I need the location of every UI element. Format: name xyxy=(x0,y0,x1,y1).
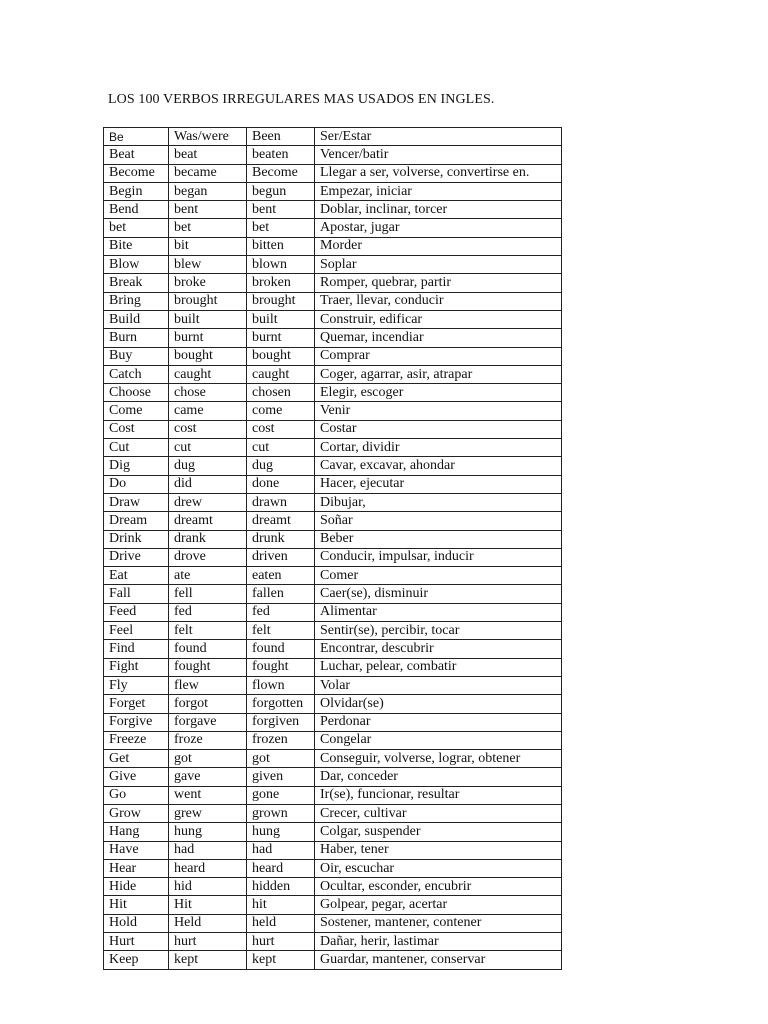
infinitive-cell: Forgive xyxy=(104,713,169,731)
past-cell: hung xyxy=(169,823,247,841)
infinitive-cell: Dream xyxy=(104,512,169,530)
participle-cell: found xyxy=(247,640,315,658)
participle-cell: drawn xyxy=(247,493,315,511)
translation-cell: Oir, escuchar xyxy=(315,859,562,877)
participle-cell: had xyxy=(247,841,315,859)
table-row xyxy=(104,292,562,310)
participle-cell: blown xyxy=(247,256,315,274)
infinitive-cell: Hear xyxy=(104,859,169,877)
table-row xyxy=(104,219,562,237)
irregular-verbs-table xyxy=(103,127,562,970)
translation-cell: Cortar, dividir xyxy=(315,439,562,457)
table-row xyxy=(104,878,562,896)
past-cell: forgave xyxy=(169,713,247,731)
participle-cell: dreamt xyxy=(247,512,315,530)
participle-cell: Become xyxy=(247,164,315,182)
translation-cell: Romper, quebrar, partir xyxy=(315,274,562,292)
translation-cell: Hacer, ejecutar xyxy=(315,475,562,493)
translation-cell: Golpear, pegar, acertar xyxy=(315,896,562,914)
participle-cell: broken xyxy=(247,274,315,292)
translation-cell: Apostar, jugar xyxy=(315,219,562,237)
table-row xyxy=(104,274,562,292)
participle-cell: fed xyxy=(247,603,315,621)
participle-cell: kept xyxy=(247,951,315,969)
translation-cell: Vencer/batir xyxy=(315,146,562,164)
participle-cell: forgotten xyxy=(247,695,315,713)
table-row xyxy=(104,182,562,200)
table-row xyxy=(104,365,562,383)
infinitive-cell: Begin xyxy=(104,182,169,200)
translation-cell: Quemar, incendiar xyxy=(315,329,562,347)
past-cell: hid xyxy=(169,878,247,896)
past-cell: fell xyxy=(169,585,247,603)
table-row xyxy=(104,786,562,804)
infinitive-cell: Find xyxy=(104,640,169,658)
translation-cell: Comer xyxy=(315,567,562,585)
past-cell: hurt xyxy=(169,933,247,951)
participle-cell: eaten xyxy=(247,567,315,585)
translation-cell: Construir, edificar xyxy=(315,310,562,328)
translation-cell: Colgar, suspender xyxy=(315,823,562,841)
infinitive-cell: Burn xyxy=(104,329,169,347)
infinitive-cell: Have xyxy=(104,841,169,859)
infinitive-cell: Drink xyxy=(104,530,169,548)
participle-cell: bitten xyxy=(247,237,315,255)
infinitive-cell: Forget xyxy=(104,695,169,713)
past-cell: heard xyxy=(169,859,247,877)
translation-cell: Guardar, mantener, conservar xyxy=(315,951,562,969)
past-cell: got xyxy=(169,750,247,768)
translation-cell: Traer, llevar, conducir xyxy=(315,292,562,310)
past-cell: grew xyxy=(169,804,247,822)
infinitive-cell: Blow xyxy=(104,256,169,274)
translation-cell: Dañar, herir, lastimar xyxy=(315,933,562,951)
past-cell: fought xyxy=(169,658,247,676)
participle-cell: caught xyxy=(247,365,315,383)
participle-cell: hurt xyxy=(247,933,315,951)
table-row xyxy=(104,768,562,786)
past-cell: began xyxy=(169,182,247,200)
past-cell: broke xyxy=(169,274,247,292)
infinitive-cell: Fly xyxy=(104,676,169,694)
infinitive-cell: Fall xyxy=(104,585,169,603)
participle-cell: hidden xyxy=(247,878,315,896)
participle-cell: heard xyxy=(247,859,315,877)
past-cell: ate xyxy=(169,567,247,585)
infinitive-cell: Keep xyxy=(104,951,169,969)
table-row xyxy=(104,548,562,566)
past-cell: dreamt xyxy=(169,512,247,530)
translation-cell: Cavar, excavar, ahondar xyxy=(315,457,562,475)
table-row xyxy=(104,951,562,969)
infinitive-cell: Feel xyxy=(104,622,169,640)
table-row xyxy=(104,695,562,713)
table-row xyxy=(104,256,562,274)
past-cell: drove xyxy=(169,548,247,566)
infinitive-cell: Feed xyxy=(104,603,169,621)
infinitive-cell: Break xyxy=(104,274,169,292)
translation-cell: Soplar xyxy=(315,256,562,274)
infinitive-cell: Buy xyxy=(104,347,169,365)
translation-cell: Crecer, cultivar xyxy=(315,804,562,822)
infinitive-cell: Cut xyxy=(104,439,169,457)
participle-cell: hung xyxy=(247,823,315,841)
table-row xyxy=(104,603,562,621)
table-row xyxy=(104,146,562,164)
past-cell: blew xyxy=(169,256,247,274)
infinitive-cell: Come xyxy=(104,402,169,420)
table-row xyxy=(104,658,562,676)
translation-cell: Venir xyxy=(315,402,562,420)
table-row xyxy=(104,384,562,402)
past-cell: froze xyxy=(169,731,247,749)
past-cell: Held xyxy=(169,914,247,932)
past-cell: became xyxy=(169,164,247,182)
participle-cell: grown xyxy=(247,804,315,822)
table-row xyxy=(104,713,562,731)
infinitive-cell: Build xyxy=(104,310,169,328)
participle-cell: burnt xyxy=(247,329,315,347)
translation-cell: Olvidar(se) xyxy=(315,695,562,713)
past-cell: bent xyxy=(169,201,247,219)
infinitive-cell: Bring xyxy=(104,292,169,310)
table-row xyxy=(104,914,562,932)
infinitive-cell: Grow xyxy=(104,804,169,822)
past-cell: did xyxy=(169,475,247,493)
participle-cell: drunk xyxy=(247,530,315,548)
translation-cell: Conducir, impulsar, inducir xyxy=(315,548,562,566)
translation-cell: Sentir(se), percibir, tocar xyxy=(315,622,562,640)
translation-cell: Caer(se), disminuir xyxy=(315,585,562,603)
infinitive-cell: Dig xyxy=(104,457,169,475)
participle-cell: Been xyxy=(247,128,315,146)
past-cell: kept xyxy=(169,951,247,969)
past-cell: felt xyxy=(169,622,247,640)
translation-cell: Dar, conceder xyxy=(315,768,562,786)
participle-cell: forgiven xyxy=(247,713,315,731)
participle-cell: got xyxy=(247,750,315,768)
table-row xyxy=(104,622,562,640)
participle-cell: beaten xyxy=(247,146,315,164)
participle-cell: brought xyxy=(247,292,315,310)
table-row xyxy=(104,585,562,603)
participle-cell: done xyxy=(247,475,315,493)
infinitive-cell: Eat xyxy=(104,567,169,585)
participle-cell: fought xyxy=(247,658,315,676)
past-cell: came xyxy=(169,402,247,420)
infinitive-cell: Fight xyxy=(104,658,169,676)
infinitive-cell: Go xyxy=(104,786,169,804)
table-row xyxy=(104,933,562,951)
table-row xyxy=(104,676,562,694)
infinitive-cell: bet xyxy=(104,219,169,237)
participle-cell: flown xyxy=(247,676,315,694)
translation-cell: Comprar xyxy=(315,347,562,365)
infinitive-cell: Draw xyxy=(104,493,169,511)
verb-rows xyxy=(104,128,562,970)
participle-cell: driven xyxy=(247,548,315,566)
table-row xyxy=(104,841,562,859)
past-cell: found xyxy=(169,640,247,658)
infinitive-cell: Choose xyxy=(104,384,169,402)
past-cell: Hit xyxy=(169,896,247,914)
infinitive-cell: Hit xyxy=(104,896,169,914)
translation-cell: Soñar xyxy=(315,512,562,530)
table-row xyxy=(104,530,562,548)
participle-cell: come xyxy=(247,402,315,420)
translation-cell: Ocultar, esconder, encubrir xyxy=(315,878,562,896)
translation-cell: Coger, agarrar, asir, atrapar xyxy=(315,365,562,383)
infinitive-cell: Bite xyxy=(104,237,169,255)
participle-cell: bought xyxy=(247,347,315,365)
infinitive-cell: Hide xyxy=(104,878,169,896)
past-cell: fed xyxy=(169,603,247,621)
participle-cell: hit xyxy=(247,896,315,914)
translation-cell: Elegir, escoger xyxy=(315,384,562,402)
participle-cell: bent xyxy=(247,201,315,219)
table-row xyxy=(104,567,562,585)
table-row xyxy=(104,310,562,328)
table-row xyxy=(104,329,562,347)
document-title: LOS 100 VERBOS IRREGULARES MAS USADOS EN INGLES. xyxy=(108,92,495,107)
past-cell: bought xyxy=(169,347,247,365)
translation-cell: Empezar, iniciar xyxy=(315,182,562,200)
translation-cell: Sostener, mantener, contener xyxy=(315,914,562,932)
infinitive-cell: Hang xyxy=(104,823,169,841)
translation-cell: Haber, tener xyxy=(315,841,562,859)
table-row xyxy=(104,823,562,841)
table-row xyxy=(104,512,562,530)
translation-cell: Perdonar xyxy=(315,713,562,731)
past-cell: forgot xyxy=(169,695,247,713)
infinitive-cell: Give xyxy=(104,768,169,786)
past-cell: Was/were xyxy=(169,128,247,146)
participle-cell: fallen xyxy=(247,585,315,603)
participle-cell: begun xyxy=(247,182,315,200)
participle-cell: frozen xyxy=(247,731,315,749)
infinitive-cell: Hold xyxy=(104,914,169,932)
table-row xyxy=(104,439,562,457)
translation-cell: Luchar, pelear, combatir xyxy=(315,658,562,676)
translation-cell: Congelar xyxy=(315,731,562,749)
table-row xyxy=(104,201,562,219)
past-cell: chose xyxy=(169,384,247,402)
participle-cell: gone xyxy=(247,786,315,804)
table-row xyxy=(104,237,562,255)
past-cell: drank xyxy=(169,530,247,548)
past-cell: had xyxy=(169,841,247,859)
table-row xyxy=(104,493,562,511)
infinitive-cell: Do xyxy=(104,475,169,493)
translation-cell: Conseguir, volverse, lograr, obtener xyxy=(315,750,562,768)
table-row xyxy=(104,731,562,749)
translation-cell: Encontrar, descubrir xyxy=(315,640,562,658)
infinitive-cell: Be xyxy=(104,128,169,146)
table-row xyxy=(104,475,562,493)
infinitive-cell: Bend xyxy=(104,201,169,219)
past-cell: cut xyxy=(169,439,247,457)
translation-cell: Ir(se), funcionar, resultar xyxy=(315,786,562,804)
infinitive-cell: Get xyxy=(104,750,169,768)
infinitive-cell: Become xyxy=(104,164,169,182)
infinitive-cell: Drive xyxy=(104,548,169,566)
past-cell: drew xyxy=(169,493,247,511)
translation-cell: Dibujar, xyxy=(315,493,562,511)
past-cell: caught xyxy=(169,365,247,383)
participle-cell: felt xyxy=(247,622,315,640)
past-cell: dug xyxy=(169,457,247,475)
translation-cell: Ser/Estar xyxy=(315,128,562,146)
translation-cell: Volar xyxy=(315,676,562,694)
participle-cell: bet xyxy=(247,219,315,237)
table-row xyxy=(104,750,562,768)
translation-cell: Llegar a ser, volverse, convertirse en. xyxy=(315,164,562,182)
past-cell: burnt xyxy=(169,329,247,347)
table-row xyxy=(104,402,562,420)
table-row xyxy=(104,457,562,475)
participle-cell: cut xyxy=(247,439,315,457)
translation-cell: Morder xyxy=(315,237,562,255)
infinitive-cell: Freeze xyxy=(104,731,169,749)
past-cell: built xyxy=(169,310,247,328)
past-cell: brought xyxy=(169,292,247,310)
infinitive-cell: Catch xyxy=(104,365,169,383)
translation-cell: Costar xyxy=(315,420,562,438)
participle-cell: given xyxy=(247,768,315,786)
table-row xyxy=(104,896,562,914)
translation-cell: Alimentar xyxy=(315,603,562,621)
participle-cell: cost xyxy=(247,420,315,438)
infinitive-cell: Beat xyxy=(104,146,169,164)
past-cell: went xyxy=(169,786,247,804)
infinitive-cell: Hurt xyxy=(104,933,169,951)
table-row xyxy=(104,420,562,438)
table-row xyxy=(104,128,562,146)
table-row xyxy=(104,164,562,182)
participle-cell: held xyxy=(247,914,315,932)
table-row xyxy=(104,347,562,365)
past-cell: beat xyxy=(169,146,247,164)
table-row xyxy=(104,859,562,877)
participle-cell: dug xyxy=(247,457,315,475)
infinitive-cell: Cost xyxy=(104,420,169,438)
past-cell: cost xyxy=(169,420,247,438)
past-cell: flew xyxy=(169,676,247,694)
translation-cell: Doblar, inclinar, torcer xyxy=(315,201,562,219)
participle-cell: built xyxy=(247,310,315,328)
past-cell: bet xyxy=(169,219,247,237)
past-cell: gave xyxy=(169,768,247,786)
table-row xyxy=(104,804,562,822)
translation-cell: Beber xyxy=(315,530,562,548)
past-cell: bit xyxy=(169,237,247,255)
table-row xyxy=(104,640,562,658)
participle-cell: chosen xyxy=(247,384,315,402)
